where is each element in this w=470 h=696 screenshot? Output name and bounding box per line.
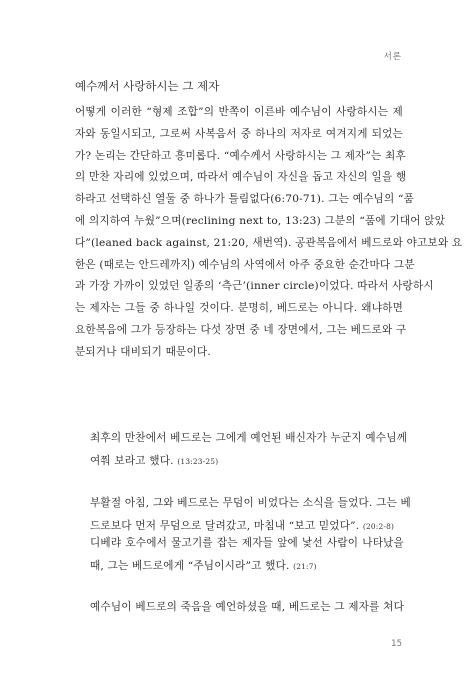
body-line: 어떻게 이러한 “형제 조합”의 반쪽이 이른바 예수님이 사랑하시는 제: [75, 106, 403, 118]
scripture-reference: (21:7): [293, 562, 317, 571]
quote-line: 부활절 아침, 그와 베드로는 무덤이 비었다는 소식을 들었다. 그는 베: [90, 497, 411, 509]
running-head: 서론: [383, 52, 402, 62]
body-line: 다”(leaned back against, 21:20, 새번역). 공관복음에서 베드로와 야고보와 요: [75, 236, 463, 249]
quote-line: 최후의 만찬에서 베드로는 그에게 예언된 배신자가 누군지 예수님께: [90, 432, 408, 444]
quote-text: 때, 그는 베드로에게 “주님이시라”고 했다.: [90, 560, 290, 572]
body-line: 요한복음에 그가 등장하는 다섯 장면 중 네 장면에서, 그는 베드로와 구: [75, 323, 407, 336]
scripture-reference: (20:2-8): [362, 522, 395, 531]
body-line: 과 가장 가까이 있었던 일종의 ‘측근’(inner circle)이었다. 따라서 사랑하시: [75, 280, 434, 293]
quote-text: 드로보다 먼저 무덤으로 달려갔고, 마침내 “보고 믿었다”.: [90, 520, 360, 532]
scripture-reference: (13:23-25): [177, 457, 219, 466]
quote-line-final: [90, 555, 404, 578]
body-line: 분되거나 대비되기 때문이다.: [75, 345, 211, 358]
page-number: 15: [391, 639, 402, 649]
quote-line-final: [90, 450, 404, 473]
body-line: 는 제자는 그들 중 하나일 것이다. 분명히, 베드로는 아니다. 왜냐하면: [75, 302, 403, 315]
body-line: 자와 동일시되고, 그로써 사복음서 중 하나의 저자로 여겨지게 되었는: [75, 127, 403, 140]
quote-line: 예수님이 베드로의 죽음을 예언하셨을 때, 베드로는 그 제자를 쳐다: [90, 601, 404, 613]
body-line: 에 의지하여 누웠”으며(reclining next to, 13:23) 그분의 “품에 기대어 앉았: [75, 214, 446, 227]
body-line: 가? 논리는 간단하고 흥미롭다. “예수께서 사랑하시는 그 제자”는 최후: [75, 149, 406, 162]
quote-sea-of-tiberias: [90, 532, 404, 578]
quote-line: 디베랴 호수에서 물고기를 잡는 제자들 앞에 낯선 사람이 나타났을: [90, 537, 404, 549]
quote-last-supper: [90, 427, 408, 473]
body-line: 의 만찬 자리에 있었으며, 따라서 예수님이 자신을 돕고 자신의 일을 행: [75, 171, 407, 184]
body-line: 한은 (때로는 안드레까지) 예수님의 사역에서 아주 중요한 순간마다 그분: [75, 258, 415, 271]
quote-peter-death: [90, 596, 404, 619]
quote-text: 여쭤 보라고 했다.: [90, 455, 174, 467]
body-line: 하라고 선택하신 열둘 중 하나가 틀림없다(6:70-71). 그는 예수님의 “품: [75, 193, 415, 206]
section-title: 예수께서 사랑하시는 그 제자: [75, 79, 220, 93]
body-paragraph: [75, 102, 463, 364]
